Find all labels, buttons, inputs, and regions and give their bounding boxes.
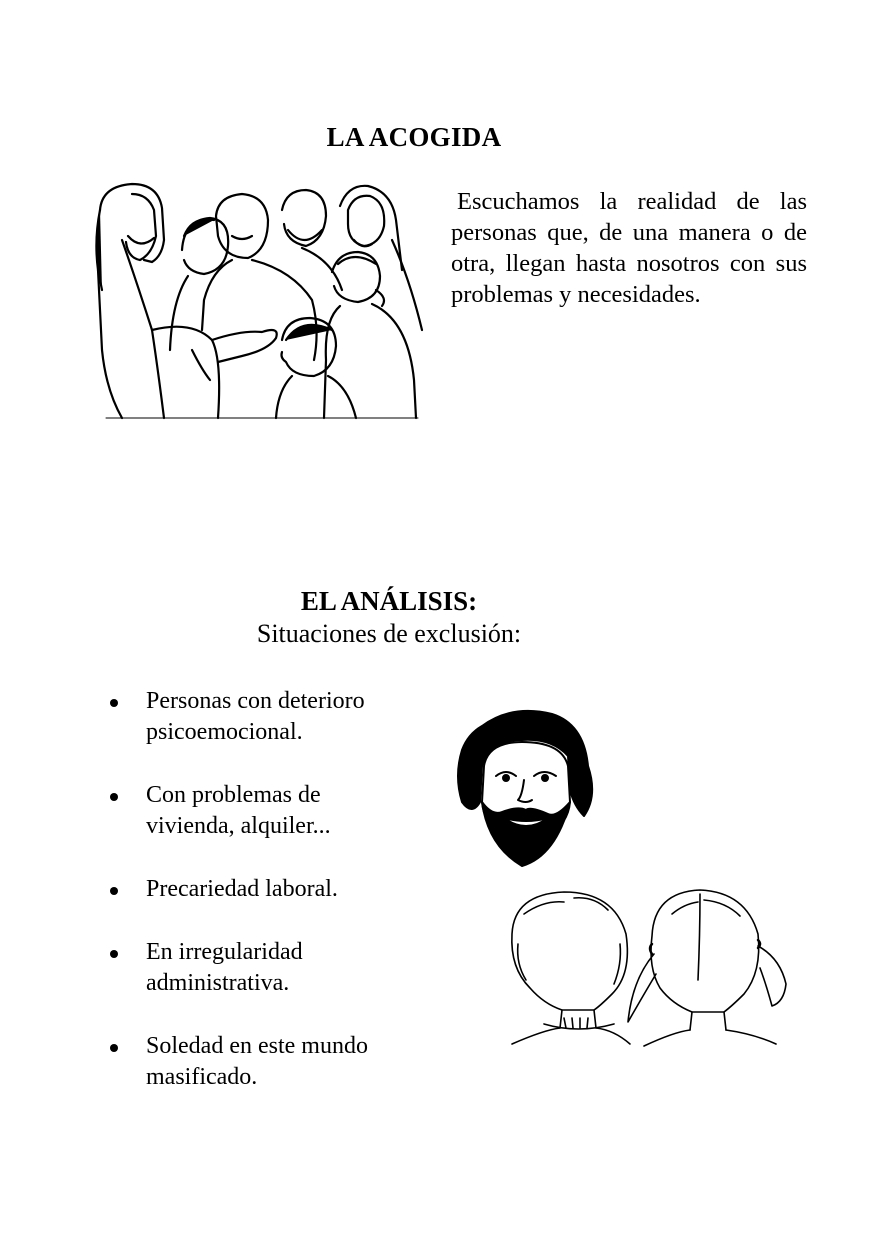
acogida-paragraph: Escuchamos la realidad de las personas que, de una manera o de otra, llegan hasta nosotros con sus problemas y necesidades. [451, 188, 807, 308]
list-item [108, 1031, 438, 1125]
bullet-dot-icon [110, 887, 118, 895]
jesus-welcoming-people-illustration [92, 180, 426, 420]
list-item [108, 780, 438, 874]
list-item-line: masificado. [146, 1064, 258, 1090]
exclusion-list [108, 686, 438, 1125]
bullet-dot-icon [110, 699, 118, 707]
list-item-line: Con problemas de [146, 782, 321, 808]
section-subtitle-exclusion: Situaciones de exclusión: [256, 619, 522, 648]
list-item-line: Precariedad laboral. [146, 876, 338, 902]
section-title-acogida: LA ACOGIDA [326, 122, 502, 152]
smiling-bearded-man-face-illustration [452, 706, 602, 876]
bullet-dot-icon [110, 1044, 118, 1052]
list-item-line: Soledad en este mundo [146, 1033, 368, 1059]
list-item-line: Personas con deterioro [146, 688, 365, 714]
list-item [108, 686, 438, 780]
list-item-line: psicoemocional. [146, 719, 303, 745]
list-item-line: vivienda, alquiler... [146, 813, 331, 839]
section-title-analisis: EL ANÁLISIS: [300, 586, 478, 616]
two-children-heads-from-behind-illustration [504, 884, 794, 1054]
list-item-line: En irregularidad [146, 939, 303, 965]
list-item [108, 937, 438, 1031]
bullet-dot-icon [110, 793, 118, 801]
bullet-dot-icon [110, 950, 118, 958]
list-item [108, 874, 438, 937]
list-item-line: administrativa. [146, 970, 290, 996]
